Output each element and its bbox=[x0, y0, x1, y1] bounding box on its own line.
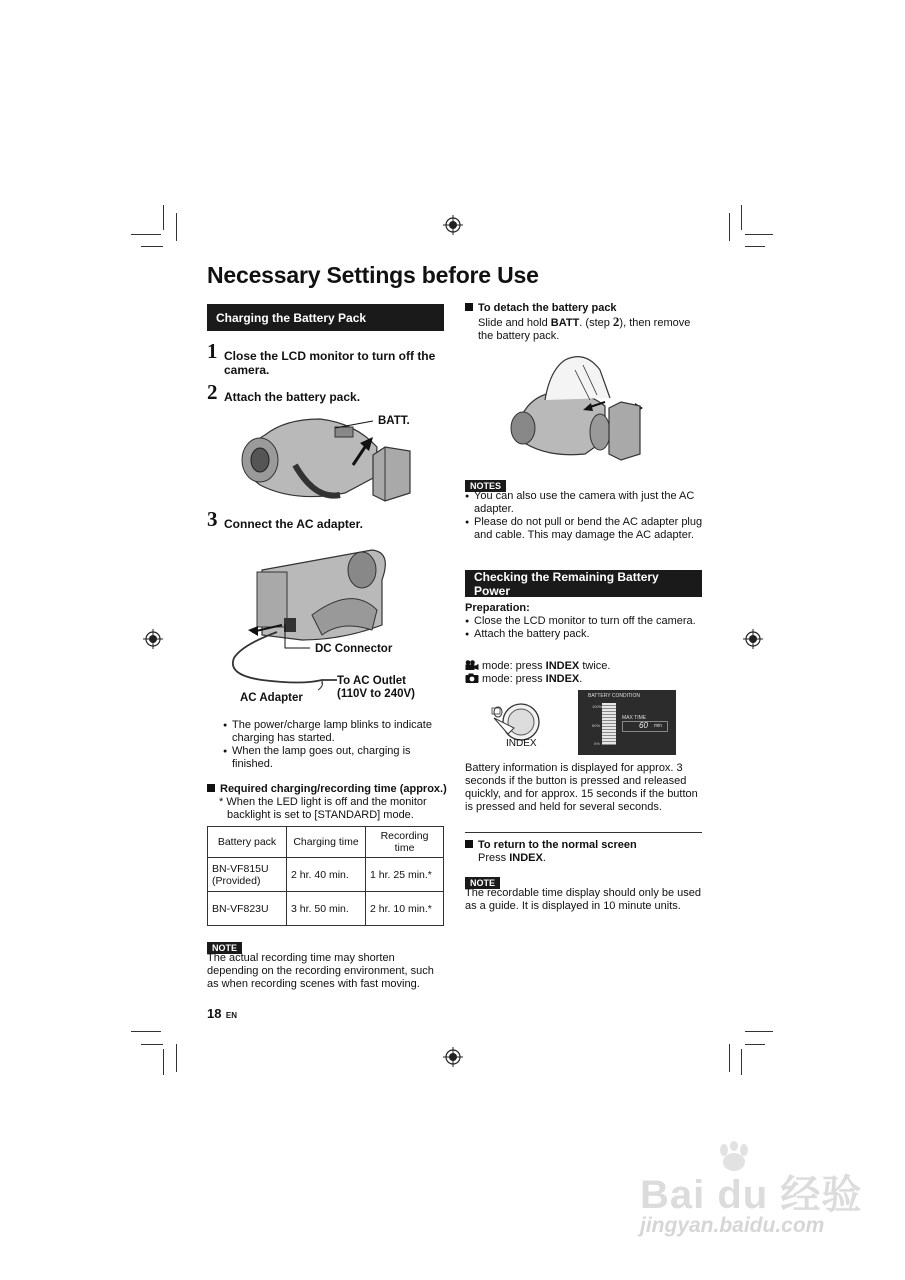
page-language: EN bbox=[225, 1011, 238, 1020]
detach-text bbox=[478, 315, 703, 343]
mode-text: twice. bbox=[579, 660, 611, 672]
table-cell: 2 hr. 40 min. bbox=[287, 858, 366, 892]
still-camera-icon bbox=[465, 673, 479, 683]
crop-mark bbox=[729, 1044, 730, 1072]
note-item: ● You can also use the camera with just the AC adapter. bbox=[465, 490, 705, 516]
screen-title: BATTERY CONDITION bbox=[588, 693, 640, 699]
page-number bbox=[207, 1005, 237, 1023]
required-time-title: Required charging/recording time (approx.) bbox=[220, 783, 447, 795]
return-text-part: . bbox=[542, 852, 546, 864]
step-2 bbox=[207, 380, 444, 406]
step-text: Attach the battery pack. bbox=[224, 390, 361, 404]
note-text-left: The actual recording time may shorten depending on the recording environment, such as when recording scenes with fast moving. bbox=[207, 952, 434, 990]
table-row bbox=[208, 858, 444, 892]
step-3 bbox=[207, 507, 444, 533]
preparation-list bbox=[465, 615, 705, 641]
crop-mark bbox=[131, 1031, 161, 1032]
crop-mark bbox=[163, 1049, 164, 1075]
ac-adapter-label: AC Adapter bbox=[240, 692, 303, 704]
table-header: Battery pack bbox=[208, 827, 287, 858]
registration-mark-icon bbox=[443, 1047, 463, 1067]
square-bullet-icon bbox=[207, 784, 215, 792]
detach-text-part: Slide and hold bbox=[478, 317, 551, 329]
crop-mark bbox=[729, 213, 730, 241]
crop-mark bbox=[141, 246, 163, 247]
crop-mark bbox=[176, 213, 177, 241]
index-keyword: INDEX bbox=[509, 852, 543, 864]
max-time-value: 60 bbox=[639, 721, 648, 730]
battery-condition-screen bbox=[578, 690, 676, 755]
step-text: Connect the AC adapter. bbox=[224, 517, 363, 531]
batt-keyword: BATT bbox=[550, 317, 580, 329]
table-cell: 3 hr. 50 min. bbox=[287, 892, 366, 926]
photo-mode-instruction bbox=[465, 673, 705, 686]
return-text-part: Press bbox=[478, 852, 510, 864]
batt-label: BATT. bbox=[378, 415, 410, 427]
prep-item: ● Close the LCD monitor to turn off the camera. bbox=[465, 615, 705, 628]
detach-battery-illustration bbox=[505, 350, 655, 470]
note-label: NOTE bbox=[465, 877, 500, 889]
step-number: 1 bbox=[207, 339, 218, 363]
note-label: NOTE bbox=[207, 942, 242, 954]
required-time-note: * When the LED light is off and the monitor backlight is set to [STANDARD] mode. bbox=[219, 796, 427, 821]
screen-100-label: 100% bbox=[592, 704, 603, 709]
mode-text: . bbox=[579, 673, 583, 685]
mode-text: mode: press bbox=[479, 660, 546, 672]
dc-connector-label: DC Connector bbox=[315, 643, 393, 655]
crop-mark bbox=[176, 1044, 177, 1072]
detach-title: To detach the battery pack bbox=[478, 302, 617, 314]
video-camera-icon bbox=[465, 660, 479, 670]
registration-mark-icon bbox=[143, 629, 163, 649]
step-text: Close the LCD monitor to turn off the camera. bbox=[224, 349, 436, 377]
battery-table bbox=[207, 826, 444, 926]
max-time-box bbox=[622, 721, 668, 732]
table-row bbox=[208, 892, 444, 926]
screen-0-label: 0% bbox=[594, 741, 600, 746]
table-cell: BN-VF815U (Provided) bbox=[208, 858, 287, 892]
bullet-item: ● When the lamp goes out, charging is finished. bbox=[223, 745, 445, 771]
return-title: To return to the normal screen bbox=[478, 839, 637, 851]
crop-mark bbox=[745, 234, 773, 235]
prep-item: ● Attach the battery pack. bbox=[465, 628, 705, 641]
charging-bullets bbox=[223, 719, 445, 771]
page-title: Necessary Settings before Use bbox=[207, 262, 539, 288]
preparation-title: Preparation: bbox=[465, 602, 530, 614]
section-header-battery-power: Checking the Remaining Battery Power bbox=[465, 570, 702, 597]
crop-mark bbox=[741, 205, 742, 230]
mode-text: mode: press bbox=[479, 673, 546, 685]
section-header-charging: Charging the Battery Pack bbox=[207, 304, 444, 331]
battery-info-text: Battery information is displayed for approx. 3 seconds if the button is pressed and released quickly, and for approx. 15 seconds if the button is pressed and held for several seconds. bbox=[465, 762, 698, 813]
step-ref: 2 bbox=[612, 314, 620, 329]
detach-text-part: . (step bbox=[579, 317, 613, 329]
note-text-right: The recordable time display should only be used as a guide. It is displayed in 10 minute units. bbox=[465, 887, 702, 912]
watermark-url: jingyan.baidu.com bbox=[640, 1214, 825, 1237]
step-number: 3 bbox=[207, 507, 218, 531]
table-cell: 2 hr. 10 min.* bbox=[366, 892, 444, 926]
table-header: Charging time bbox=[287, 827, 366, 858]
paw-logo-icon bbox=[716, 1140, 752, 1172]
step-number: 2 bbox=[207, 380, 218, 404]
bullet-item: ● The power/charge lamp blinks to indicate charging has started. bbox=[223, 719, 445, 745]
page-number-value: 18 bbox=[207, 1006, 222, 1021]
table-cell: BN-VF823U bbox=[208, 892, 287, 926]
notes-list bbox=[465, 490, 705, 542]
registration-mark-icon bbox=[743, 629, 763, 649]
table-cell: 1 hr. 25 min.* bbox=[366, 858, 444, 892]
screen-50-label: 50% bbox=[592, 723, 601, 728]
ac-outlet-label: To AC Outlet bbox=[337, 675, 406, 687]
crop-mark bbox=[141, 1044, 163, 1045]
crop-mark bbox=[745, 1031, 773, 1032]
table-header-row bbox=[208, 827, 444, 858]
divider bbox=[465, 832, 702, 833]
index-button-label: INDEX bbox=[506, 738, 537, 749]
return-heading bbox=[465, 839, 705, 852]
table-header: Recording time bbox=[366, 827, 444, 858]
crop-mark bbox=[745, 1044, 765, 1045]
watermark-brand: Bai du 经验 bbox=[640, 1173, 863, 1217]
max-time-unit: min bbox=[654, 723, 663, 729]
square-bullet-icon bbox=[465, 840, 473, 848]
battery-level-bar bbox=[602, 703, 616, 745]
return-text bbox=[478, 852, 546, 865]
detach-text-part: ), then remove the battery pack. bbox=[478, 317, 691, 342]
note-item: ● Please do not pull or bend the AC adapter plug and cable. This may damage the AC adapter. bbox=[465, 516, 705, 542]
index-keyword: INDEX bbox=[545, 673, 580, 685]
registration-mark-icon bbox=[443, 215, 463, 235]
notes-label: NOTES bbox=[465, 480, 506, 492]
screen-max-time-label: MAX TIME bbox=[622, 715, 647, 721]
crop-mark bbox=[163, 205, 164, 230]
detach-heading bbox=[465, 302, 705, 315]
square-bullet-icon bbox=[465, 303, 473, 311]
ac-outlet-voltage-label: (110V to 240V) bbox=[337, 688, 415, 700]
crop-mark bbox=[741, 1049, 742, 1075]
crop-mark bbox=[745, 246, 765, 247]
required-time-heading bbox=[207, 783, 447, 796]
video-mode-instruction bbox=[465, 660, 705, 673]
step-1 bbox=[207, 339, 444, 379]
crop-mark bbox=[131, 234, 161, 235]
index-keyword: INDEX bbox=[545, 660, 580, 672]
